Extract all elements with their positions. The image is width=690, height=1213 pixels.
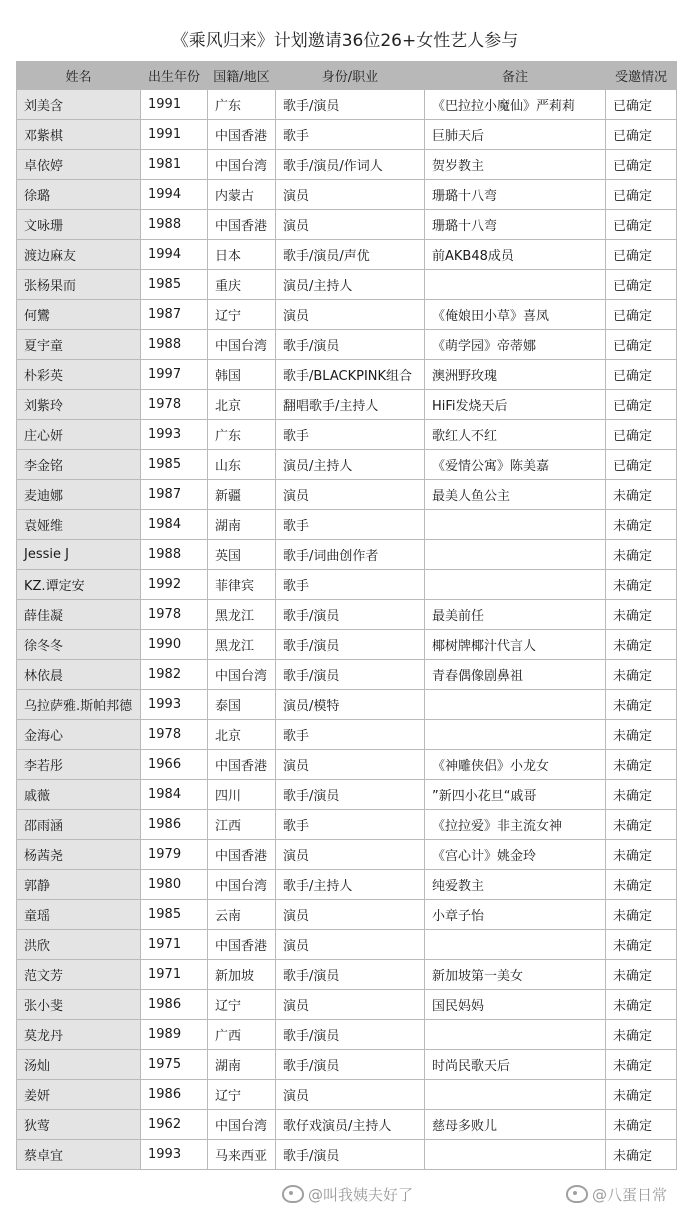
cell-notes: 椰树牌椰汁代言人 [425,630,606,660]
cell-status: 未确定 [606,990,677,1020]
cell-name: 姜妍 [17,1080,141,1110]
cell-region: 新疆 [208,480,276,510]
cell-status: 未确定 [606,870,677,900]
table-row [17,690,677,720]
weibo-icon [566,1185,588,1203]
cell-occupation: 歌手/词曲创作者 [276,540,425,570]
cell-status: 已确定 [606,420,677,450]
cell-birth-year: 1971 [141,960,208,990]
cell-region: 中国台湾 [208,150,276,180]
cell-occupation: 歌手/演员 [276,960,425,990]
cell-birth-year: 1980 [141,870,208,900]
cell-birth-year: 1993 [141,690,208,720]
cell-occupation: 歌手 [276,720,425,750]
cell-birth-year: 1982 [141,660,208,690]
cell-birth-year: 1990 [141,630,208,660]
cell-notes: 小章子怡 [425,900,606,930]
table-row [17,780,677,810]
header-region: 国籍/地区 [208,62,276,90]
cell-name: 朴彩英 [17,360,141,390]
cell-status: 已确定 [606,120,677,150]
table-row [17,660,677,690]
table-row [17,600,677,630]
cell-occupation: 歌手 [276,570,425,600]
cell-region: 江西 [208,810,276,840]
cell-birth-year: 1989 [141,1020,208,1050]
table-row [17,480,677,510]
header-status: 受邀情况 [606,62,677,90]
cell-notes: 《萌学园》帝蒂娜 [425,330,606,360]
cell-occupation: 歌手/演员 [276,1020,425,1050]
watermark-left-text: @叫我姨夫好了 [308,1186,414,1204]
cell-region: 黑龙江 [208,630,276,660]
cell-name: KZ.谭定安 [17,570,141,600]
cell-name: 林依晨 [17,660,141,690]
table-row [17,540,677,570]
cell-name: 徐璐 [17,180,141,210]
cell-birth-year: 1994 [141,240,208,270]
cell-birth-year: 1985 [141,450,208,480]
cell-name: 杨茜尧 [17,840,141,870]
cell-occupation: 演员/主持人 [276,450,425,480]
cell-occupation: 演员/模特 [276,690,425,720]
cell-occupation: 歌手/演员 [276,1050,425,1080]
cell-name: 李金铭 [17,450,141,480]
cell-occupation: 歌手/演员 [276,330,425,360]
cell-birth-year: 1997 [141,360,208,390]
header-birth-year: 出生年份 [141,62,208,90]
cell-region: 新加坡 [208,960,276,990]
cell-occupation: 歌手/演员/声优 [276,240,425,270]
cell-region: 北京 [208,720,276,750]
table-row [17,870,677,900]
cell-name: 童瑶 [17,900,141,930]
cell-region: 中国香港 [208,210,276,240]
cell-birth-year: 1986 [141,990,208,1020]
table-row [17,1050,677,1080]
cell-occupation: 歌手/演员/作词人 [276,150,425,180]
cell-status: 未确定 [606,510,677,540]
cell-notes: 珊璐十八弯 [425,180,606,210]
cell-occupation: 歌手/演员 [276,90,425,120]
cell-name: 莫龙丹 [17,1020,141,1050]
cell-status: 未确定 [606,1050,677,1080]
cell-region: 泰国 [208,690,276,720]
header-row [17,62,677,90]
cell-birth-year: 1986 [141,1080,208,1110]
cell-region: 中国台湾 [208,870,276,900]
cell-birth-year: 1978 [141,390,208,420]
cell-birth-year: 1981 [141,150,208,180]
cell-birth-year: 1991 [141,120,208,150]
table-row [17,420,677,450]
cell-birth-year: 1978 [141,600,208,630]
cell-notes [425,270,606,300]
cell-region: 辽宁 [208,300,276,330]
cell-region: 日本 [208,240,276,270]
cell-status: 未确定 [606,810,677,840]
cell-birth-year: 1991 [141,90,208,120]
cell-notes: 最美人鱼公主 [425,480,606,510]
table-row [17,330,677,360]
cell-birth-year: 1985 [141,270,208,300]
cell-status: 已确定 [606,210,677,240]
table-row [17,360,677,390]
cell-occupation: 歌手 [276,420,425,450]
cell-birth-year: 1992 [141,570,208,600]
cell-birth-year: 1988 [141,540,208,570]
cell-occupation: 歌手/演员 [276,660,425,690]
table-row [17,810,677,840]
cell-notes: 《神雕侠侣》小龙女 [425,750,606,780]
cell-region: 湖南 [208,1050,276,1080]
cell-occupation: 歌仔戏演员/主持人 [276,1110,425,1140]
cell-occupation: 演员 [276,900,425,930]
cell-status: 已确定 [606,360,677,390]
cell-notes [425,1140,606,1170]
cell-occupation: 演员 [276,300,425,330]
cell-occupation: 演员 [276,840,425,870]
cell-name: 夏宇童 [17,330,141,360]
page-title: 《乘风归来》计划邀请36位26+女性艺人参与 [171,31,519,51]
cell-region: 中国香港 [208,840,276,870]
cell-name: 邓紫棋 [17,120,141,150]
weibo-icon [282,1185,304,1203]
table-row [17,450,677,480]
cell-name: 李若彤 [17,750,141,780]
cell-occupation: 演员 [276,930,425,960]
cell-notes: ”新四小花旦“戚哥 [425,780,606,810]
cell-status: 未确定 [606,840,677,870]
table-row [17,270,677,300]
table-row [17,990,677,1020]
cell-name: 范文芳 [17,960,141,990]
cell-status: 已确定 [606,300,677,330]
cell-name: 庄心妍 [17,420,141,450]
cell-status: 未确定 [606,690,677,720]
header-notes: 备注 [425,62,606,90]
cell-birth-year: 1971 [141,930,208,960]
cell-region: 内蒙古 [208,180,276,210]
cell-region: 韩国 [208,360,276,390]
cell-notes: 巨肺天后 [425,120,606,150]
cell-status: 未确定 [606,750,677,780]
cell-name: 袁娅维 [17,510,141,540]
cell-occupation: 演员 [276,990,425,1020]
cell-status: 未确定 [606,480,677,510]
cell-birth-year: 1984 [141,510,208,540]
table-row [17,960,677,990]
cell-region: 广西 [208,1020,276,1050]
cell-status: 未确定 [606,900,677,930]
cell-occupation: 演员 [276,480,425,510]
cell-region: 辽宁 [208,990,276,1020]
cell-region: 菲律宾 [208,570,276,600]
table-row [17,240,677,270]
table-row [17,630,677,660]
cell-region: 广东 [208,90,276,120]
cell-occupation: 演员 [276,750,425,780]
table-row [17,750,677,780]
cell-status: 已确定 [606,90,677,120]
cell-name: 卓依婷 [17,150,141,180]
cell-name: 何鸞 [17,300,141,330]
cell-occupation: 歌手/主持人 [276,870,425,900]
cell-notes [425,1080,606,1110]
cell-region: 山东 [208,450,276,480]
table-row [17,180,677,210]
cell-name: 麦迪娜 [17,480,141,510]
cell-occupation: 演员 [276,1080,425,1110]
cell-occupation: 演员 [276,210,425,240]
cell-birth-year: 1994 [141,180,208,210]
cell-notes: 澳洲野玫瑰 [425,360,606,390]
cell-region: 湖南 [208,510,276,540]
table-row [17,1020,677,1050]
cell-notes: 慈母多败儿 [425,1110,606,1140]
cell-birth-year: 1986 [141,810,208,840]
cell-region: 黑龙江 [208,600,276,630]
cell-birth-year: 1962 [141,1110,208,1140]
invitation-table [16,61,677,1170]
table-row [17,720,677,750]
cell-birth-year: 1979 [141,840,208,870]
cell-region: 马来西亚 [208,1140,276,1170]
cell-notes [425,1020,606,1050]
cell-name: 汤灿 [17,1050,141,1080]
table-row [17,840,677,870]
cell-occupation: 歌手 [276,120,425,150]
cell-notes: HiFi发烧天后 [425,390,606,420]
cell-occupation: 翻唱歌手/主持人 [276,390,425,420]
cell-birth-year: 1978 [141,720,208,750]
cell-notes: 国民妈妈 [425,990,606,1020]
cell-birth-year: 1985 [141,900,208,930]
cell-notes [425,540,606,570]
cell-notes: 青春偶像剧鼻祖 [425,660,606,690]
table-row [17,930,677,960]
cell-notes: 纯爱教主 [425,870,606,900]
cell-notes [425,510,606,540]
cell-name: 徐冬冬 [17,630,141,660]
cell-status: 已确定 [606,390,677,420]
cell-status: 未确定 [606,1080,677,1110]
cell-name: 戚薇 [17,780,141,810]
cell-region: 中国香港 [208,750,276,780]
cell-status: 未确定 [606,720,677,750]
cell-notes: 《爱情公寓》陈美嘉 [425,450,606,480]
cell-status: 已确定 [606,330,677,360]
cell-birth-year: 1988 [141,330,208,360]
watermark-left [282,1184,413,1205]
cell-region: 辽宁 [208,1080,276,1110]
cell-notes: 贺岁教主 [425,150,606,180]
cell-birth-year: 1966 [141,750,208,780]
cell-status: 已确定 [606,270,677,300]
table-row [17,90,677,120]
cell-status: 未确定 [606,1140,677,1170]
cell-notes [425,570,606,600]
cell-notes [425,720,606,750]
cell-name: 蔡卓宜 [17,1140,141,1170]
cell-birth-year: 1984 [141,780,208,810]
cell-region: 广东 [208,420,276,450]
cell-name: 刘美含 [17,90,141,120]
cell-notes: 新加坡第一美女 [425,960,606,990]
cell-status: 未确定 [606,540,677,570]
cell-name: 张杨果而 [17,270,141,300]
cell-status: 未确定 [606,660,677,690]
cell-birth-year: 1988 [141,210,208,240]
cell-region: 中国台湾 [208,330,276,360]
cell-status: 已确定 [606,450,677,480]
cell-status: 已确定 [606,240,677,270]
cell-status: 未确定 [606,960,677,990]
cell-name: 洪欣 [17,930,141,960]
cell-occupation: 演员 [276,180,425,210]
table-row [17,150,677,180]
cell-status: 未确定 [606,930,677,960]
cell-occupation: 歌手/演员 [276,630,425,660]
cell-notes: 前AKB48成员 [425,240,606,270]
cell-notes [425,690,606,720]
cell-region: 北京 [208,390,276,420]
cell-region: 重庆 [208,270,276,300]
cell-name: 刘紫玲 [17,390,141,420]
cell-name: 薛佳凝 [17,600,141,630]
cell-status: 未确定 [606,780,677,810]
table-row [17,1110,677,1140]
cell-status: 已确定 [606,150,677,180]
cell-birth-year: 1987 [141,300,208,330]
cell-occupation: 歌手 [276,510,425,540]
watermark-right [566,1184,667,1205]
cell-region: 云南 [208,900,276,930]
cell-occupation: 歌手/演员 [276,600,425,630]
table-row [17,900,677,930]
cell-region: 四川 [208,780,276,810]
cell-occupation: 演员/主持人 [276,270,425,300]
cell-name: 张小斐 [17,990,141,1020]
cell-region: 中国台湾 [208,1110,276,1140]
header-occupation: 身份/职业 [276,62,425,90]
cell-region: 中国香港 [208,930,276,960]
cell-notes: 《巴拉拉小魔仙》严莉莉 [425,90,606,120]
cell-name: Jessie J [17,540,141,570]
cell-status: 未确定 [606,600,677,630]
table-row [17,210,677,240]
cell-notes: 《宫心计》姚金玲 [425,840,606,870]
cell-name: 文咏珊 [17,210,141,240]
cell-name: 郭静 [17,870,141,900]
cell-status: 未确定 [606,630,677,660]
table-body [17,90,677,1170]
header-name: 姓名 [17,62,141,90]
cell-name: 乌拉萨雅.斯帕邦德 [17,690,141,720]
cell-name: 金海心 [17,720,141,750]
cell-status: 已确定 [606,180,677,210]
cell-occupation: 歌手/演员 [276,780,425,810]
table-row [17,300,677,330]
table-row [17,120,677,150]
cell-region: 英国 [208,540,276,570]
cell-status: 未确定 [606,570,677,600]
cell-status: 未确定 [606,1020,677,1050]
table-row [17,570,677,600]
cell-name: 渡边麻友 [17,240,141,270]
cell-birth-year: 1975 [141,1050,208,1080]
cell-name: 邵雨涵 [17,810,141,840]
cell-notes: 时尚民歌天后 [425,1050,606,1080]
cell-region: 中国香港 [208,120,276,150]
table-row [17,1140,677,1170]
cell-birth-year: 1993 [141,1140,208,1170]
table-row [17,510,677,540]
watermark-right-text: @八蛋日常 [592,1186,668,1204]
cell-region: 中国台湾 [208,660,276,690]
table-row [17,1080,677,1110]
cell-occupation: 歌手/BLACKPINK组合 [276,360,425,390]
cell-notes: 《俺娘田小草》喜凤 [425,300,606,330]
cell-status: 未确定 [606,1110,677,1140]
cell-name: 狄莺 [17,1110,141,1140]
cell-notes: 歌红人不红 [425,420,606,450]
cell-occupation: 歌手 [276,810,425,840]
cell-occupation: 歌手/演员 [276,1140,425,1170]
cell-notes: 珊璐十八弯 [425,210,606,240]
cell-notes: 最美前任 [425,600,606,630]
cell-notes [425,930,606,960]
cell-birth-year: 1987 [141,480,208,510]
cell-notes: 《拉拉爱》非主流女神 [425,810,606,840]
table-row [17,390,677,420]
cell-birth-year: 1993 [141,420,208,450]
